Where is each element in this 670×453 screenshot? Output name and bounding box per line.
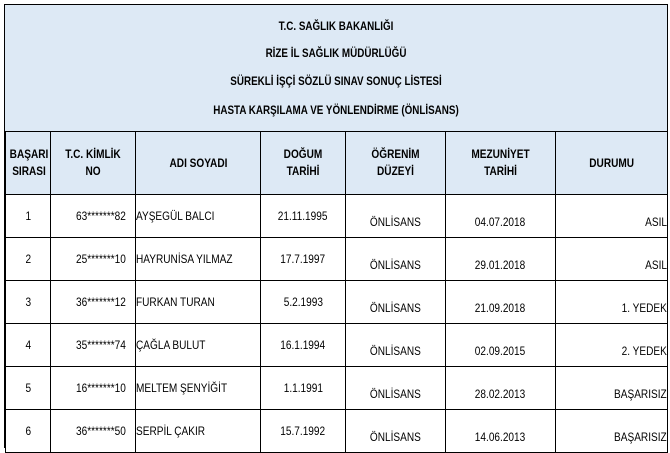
graduation-cell: 29.01.2018 <box>446 238 556 281</box>
tc-header: T.C. KİMLİK NO <box>51 132 136 195</box>
name-cell: ÇAĞLA BULUT <box>136 324 261 367</box>
results-sheet <box>4 4 668 448</box>
birth-header: DOĞUM TARİHİ <box>261 132 346 195</box>
graduation-cell: 21.09.2018 <box>446 281 556 324</box>
status-cell: BAŞARISIZ <box>556 410 668 453</box>
graduation-cell: 04.07.2018 <box>446 195 556 238</box>
birth-cell: 16.1.1994 <box>261 324 346 367</box>
name-cell: MELTEM ŞENYİĞİT <box>136 367 261 410</box>
position-title: HASTA KARŞILAMA VE YÖNLENDİRME (ÖNLİSANS) <box>213 103 459 117</box>
status-cell: ASIL <box>556 238 668 281</box>
status-cell: ASIL <box>556 195 668 238</box>
tc-cell: 35*******74 <box>51 324 136 367</box>
birth-cell: 21.11.1995 <box>261 195 346 238</box>
ministry-title: T.C. SAĞLIK BAKANLIĞI <box>278 19 394 33</box>
tc-cell: 36*******50 <box>51 410 136 453</box>
table-row <box>6 281 668 324</box>
graduation-cell: 02.09.2015 <box>446 324 556 367</box>
rank-cell: 2 <box>6 238 51 281</box>
directorate-title: RİZE İL SAĞLIK MÜDÜRLÜĞÜ <box>265 46 407 60</box>
graduation-cell: 14.06.2013 <box>446 410 556 453</box>
status-cell: BAŞARISIZ <box>556 367 668 410</box>
graduation-header: MEZUNİYET TARİHİ <box>446 132 556 195</box>
education-cell: ÖNLİSANS <box>346 238 446 281</box>
education-header: ÖĞRENİM DÜZEYİ <box>346 132 446 195</box>
tc-cell: 36*******12 <box>51 281 136 324</box>
tc-cell: 16*******10 <box>51 367 136 410</box>
name-cell: FURKAN TURAN <box>136 281 261 324</box>
name-header: ADI SOYADI <box>136 132 261 195</box>
graduation-cell: 28.02.2013 <box>446 367 556 410</box>
table-row <box>6 195 668 238</box>
table-row <box>6 238 668 281</box>
birth-cell: 5.2.1993 <box>261 281 346 324</box>
status-header: DURUMU <box>556 132 668 195</box>
name-cell: SERPİL ÇAKIR <box>136 410 261 453</box>
table-row <box>6 367 668 410</box>
birth-cell: 1.1.1991 <box>261 367 346 410</box>
name-cell: AYŞEGÜL BALCI <box>136 195 261 238</box>
education-cell: ÖNLİSANS <box>346 367 446 410</box>
table-row <box>6 324 668 367</box>
title-block <box>5 5 667 131</box>
results-table <box>5 131 668 453</box>
education-cell: ÖNLİSANS <box>346 324 446 367</box>
education-cell: ÖNLİSANS <box>346 410 446 453</box>
tc-cell: 25*******10 <box>51 238 136 281</box>
table-row <box>6 410 668 453</box>
status-cell: 1. YEDEK <box>556 281 668 324</box>
rank-cell: 5 <box>6 367 51 410</box>
rank-cell: 3 <box>6 281 51 324</box>
rank-cell: 1 <box>6 195 51 238</box>
name-cell: HAYRUNİSA YILMAZ <box>136 238 261 281</box>
rank-header: BAŞARI SIRASI <box>6 132 51 195</box>
list-title: SÜREKLİ İŞÇİ SÖZLÜ SINAV SONUÇ LİSTESİ <box>230 74 442 88</box>
education-cell: ÖNLİSANS <box>346 281 446 324</box>
birth-cell: 15.7.1992 <box>261 410 346 453</box>
tc-cell: 63*******82 <box>51 195 136 238</box>
education-cell: ÖNLİSANS <box>346 195 446 238</box>
status-cell: 2. YEDEK <box>556 324 668 367</box>
header-row <box>6 132 668 195</box>
rank-cell: 6 <box>6 410 51 453</box>
rank-cell: 4 <box>6 324 51 367</box>
birth-cell: 17.7.1997 <box>261 238 346 281</box>
